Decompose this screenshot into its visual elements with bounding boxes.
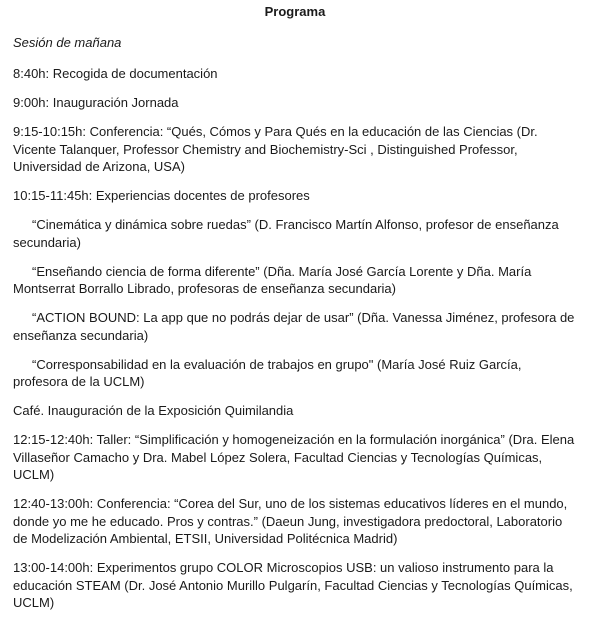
program-title: Programa [264, 4, 326, 19]
program-subentry-action-bound: “ACTION BOUND: La app que no podrás dejar de usar” (Dña. Vanessa Jiménez, profesora de enseñanza secundaria) [13, 310, 575, 343]
program-entry-experiments: 13:00-14:00h: Experimentos grupo COLOR Microscopios USB: un valioso instrumento para la educación STEAM (Dr. José Antonio Murillo Pulgarín, Facultad Ciencias y Tecnologías Químicas, UCLM) [13, 560, 573, 610]
program-entry-coffee-exhibition: Café. Inauguración de la Exposición Quimilandia [13, 403, 294, 418]
program-entry-conference-korea: 12:40-13:00h: Conferencia: “Corea del Sur, uno de los sistemas educativos líderes en el mundo, donde yo me he educado. Pros y contras.” (Daeun Jung, investigadora predoctoral, Laboratorio de Modelización Ambiental, ETSII, Universidad Politécnica Madrid) [13, 496, 568, 546]
program-subentry-corresponsabilidad: “Corresponsabilidad en la evaluación de trabajos en grupo" (María José Ruiz García, profesora de la UCLM) [13, 356, 522, 389]
program-entry-keynote: 9:15-10:15h: Conferencia: “Qués, Cómos y Para Qués en la educación de las Ciencias (Dr. Vicente Talanquer, Professor Chemistry and Biochemistry-Sci , Distinguished Professor, Universidad de Arizona, USA) [13, 124, 538, 174]
program-subentry-ensenando-ciencia: “Enseñando ciencia de forma diferente” (Dña. María José García Lorente y Dña. María Montserrat Borrallo Librado, profesoras de enseñanza secundaria) [13, 263, 532, 296]
program-entry-registration: 8:40h: Recogida de documentación [13, 66, 218, 81]
session-title: Sesión de mañana [13, 35, 122, 50]
program-entry-opening: 9:00h: Inauguración Jornada [13, 95, 179, 110]
program-entry-teaching-experiences: 10:15-11:45h: Experiencias docentes de profesores [13, 188, 310, 203]
program-entry-workshop: 12:15-12:40h: Taller: “Simplificación y homogeneización en la formulación inorgánica” (Dra. Elena Villaseñor Camacho y Dra. Mabel López Solera, Facultad Ciencias y Tecnologías Químicas, UCLM) [13, 432, 575, 482]
program-subentry-cinematica: “Cinemática y dinámica sobre ruedas” (D. Francisco Martín Alfonso, profesor de enseñanza secundaria) [13, 217, 559, 250]
